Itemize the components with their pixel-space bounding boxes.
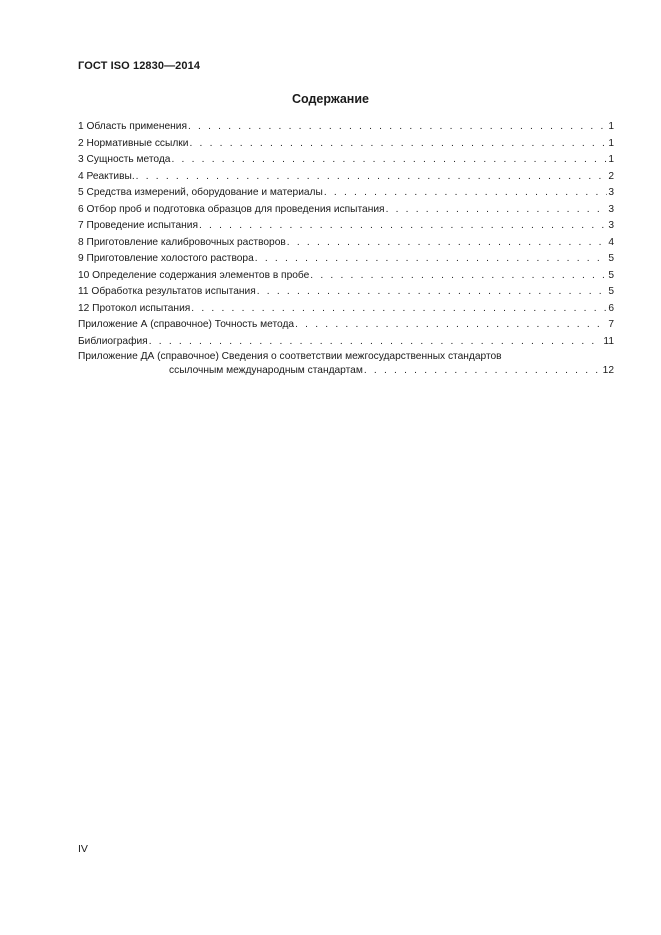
toc-entry-3[interactable] bbox=[78, 152, 614, 169]
toc-entry-10[interactable] bbox=[78, 268, 614, 285]
toc-entry-page: 1 bbox=[608, 154, 614, 165]
toc-entry-appendix-da[interactable] bbox=[78, 350, 614, 378]
document-code-header: ГОСТ ISO 12830—2014 bbox=[78, 60, 201, 72]
toc-leader-dots bbox=[189, 136, 607, 153]
toc-entry-title: 7 Проведение испытания bbox=[78, 220, 198, 231]
toc-entry-page: 3 bbox=[608, 220, 614, 231]
toc-leader-dots bbox=[324, 185, 608, 202]
toc-entry-title: 9 Приготовление холостого раствора bbox=[78, 253, 254, 264]
toc-entry-title: 2 Нормативные ссылки bbox=[78, 137, 189, 149]
toc-leader-dots bbox=[364, 364, 602, 378]
toc-entry-title: 11 Обработка результатов испытания bbox=[78, 286, 256, 297]
toc-entry-page: 5 bbox=[608, 286, 614, 297]
toc-entry-line bbox=[78, 350, 614, 364]
toc-entry-title: 5 Средства измерений, оборудование и материалы bbox=[78, 187, 323, 198]
toc-entry-11[interactable] bbox=[78, 284, 614, 301]
toc-entry-7[interactable] bbox=[78, 218, 614, 235]
toc-leader-dots bbox=[386, 202, 608, 219]
toc-leader-dots bbox=[149, 334, 603, 351]
toc-entry-title: Библиография bbox=[78, 335, 148, 347]
toc-entry-title: 3 Сущность метода bbox=[78, 154, 171, 165]
toc-entry-8[interactable] bbox=[78, 235, 614, 252]
toc-entry-6[interactable] bbox=[78, 202, 614, 219]
page-title: Содержание bbox=[291, 92, 369, 106]
toc-leader-dots bbox=[171, 152, 607, 169]
toc-entry-title: 12 Протокол испытания bbox=[78, 302, 191, 314]
toc-entry-page: 7 bbox=[608, 319, 614, 330]
toc-entry-title: 6 Отбор проб и подготовка образцов для проведения испытания bbox=[78, 203, 385, 215]
toc-leader-dots bbox=[191, 301, 607, 318]
toc-entry-page: 2 bbox=[608, 170, 614, 182]
toc-entry-page: 5 bbox=[608, 269, 614, 281]
toc-entry-title-continuation: ссылочным международным стандартам bbox=[169, 365, 363, 376]
toc-entry-page: 1 bbox=[608, 137, 614, 149]
toc-entry-page: 6 bbox=[608, 302, 614, 314]
toc-entry-page: 12 bbox=[602, 365, 614, 376]
toc-leader-dots bbox=[199, 218, 607, 235]
toc-entry-page: 4 bbox=[608, 236, 614, 248]
toc-entry-9[interactable] bbox=[78, 251, 614, 268]
page-number: IV bbox=[78, 843, 88, 855]
toc-entry-2[interactable] bbox=[78, 136, 614, 153]
toc-entry-appendix-a[interactable] bbox=[78, 317, 614, 334]
toc-entry-1[interactable] bbox=[78, 119, 614, 136]
toc-leader-dots bbox=[310, 268, 607, 285]
toc-entry-title: 1 Область применения bbox=[78, 121, 187, 132]
toc-entry-page: 11 bbox=[603, 335, 614, 347]
toc-entry-title: Приложение А (справочное) Точность метода bbox=[78, 319, 295, 330]
toc-leader-dots bbox=[188, 119, 607, 136]
toc-entry-bibliography[interactable] bbox=[78, 334, 614, 351]
table-of-contents bbox=[78, 119, 614, 378]
toc-entry-page: 1 bbox=[608, 121, 614, 132]
toc-entry-title: 4 Реактивы. bbox=[78, 170, 135, 182]
toc-leader-dots bbox=[295, 317, 607, 334]
toc-leader-dots bbox=[255, 251, 608, 268]
toc-leader-dots bbox=[136, 169, 608, 186]
toc-entry-title: Приложение ДА (справочное) Сведения о соответствии межгосударственных стандартов bbox=[78, 351, 502, 362]
toc-entry-page: 3 bbox=[608, 187, 614, 198]
toc-leader-dots bbox=[287, 235, 608, 252]
toc-entry-12[interactable] bbox=[78, 301, 614, 318]
toc-entry-page: 3 bbox=[608, 203, 614, 215]
toc-entry-title: 8 Приготовление калибровочных растворов bbox=[78, 236, 286, 248]
toc-entry-title: 10 Определение содержания элементов в пробе bbox=[78, 269, 310, 281]
toc-leader-dots bbox=[257, 284, 608, 301]
toc-entry-page: 5 bbox=[608, 253, 614, 264]
toc-entry-line bbox=[78, 364, 614, 378]
toc-entry-4[interactable] bbox=[78, 169, 614, 186]
toc-entry-5[interactable] bbox=[78, 185, 614, 202]
